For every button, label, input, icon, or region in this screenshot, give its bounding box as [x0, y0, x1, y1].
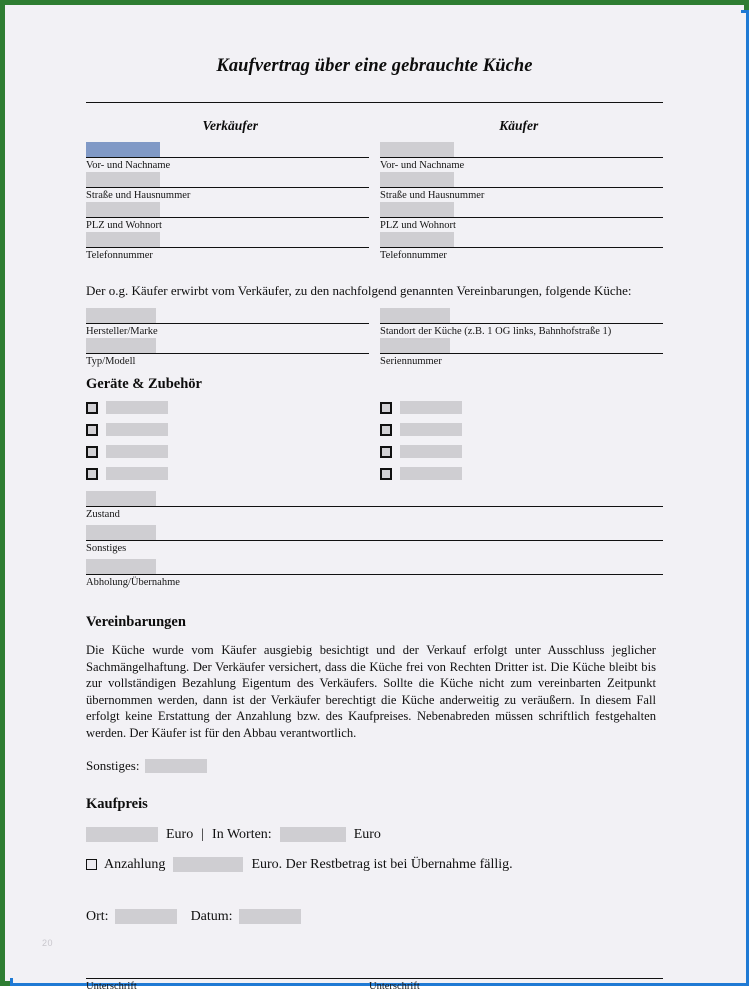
equipment-input[interactable]: [106, 445, 168, 458]
seller-name-label: Vor- und Nachname: [86, 160, 171, 171]
title-divider: [86, 102, 663, 103]
agreements-misc-label: Sonstiges:: [86, 757, 140, 773]
equipment-item[interactable]: [380, 443, 663, 460]
buyer-name-input[interactable]: [380, 142, 454, 157]
price-in-words-currency-label: Euro: [353, 826, 381, 842]
date-label: Datum:: [190, 908, 233, 924]
equipment-left-column: [86, 399, 369, 487]
price-in-words-label: In Worten:: [212, 826, 272, 842]
manufacturer-field[interactable]: [86, 308, 369, 338]
equipment-input[interactable]: [106, 423, 168, 436]
price-in-words-input[interactable]: [280, 827, 346, 842]
serial-input[interactable]: [380, 338, 450, 353]
checkbox-icon[interactable]: [380, 402, 392, 414]
signature-row: [86, 979, 663, 992]
checkbox-icon[interactable]: [380, 424, 392, 436]
seller-city-label: PLZ und Wohnort: [86, 220, 162, 231]
pickup-field[interactable]: [86, 559, 663, 589]
party-headings-row: [86, 118, 663, 134]
intro-paragraph: Der o.g. Käufer erwirbt vom Verkäufer, zu den nachfolgend genannten Vereinbarungen, folgende Küche:: [86, 283, 632, 298]
model-input[interactable]: [86, 338, 156, 353]
manufacturer-label: Hersteller/Marke: [86, 326, 158, 337]
checkbox-icon[interactable]: [86, 446, 98, 458]
checkbox-icon[interactable]: [86, 468, 98, 480]
price-currency-label: Euro: [166, 826, 194, 842]
seller-name-field[interactable]: [86, 142, 369, 172]
price-heading: Kaufpreis: [86, 795, 148, 812]
equipment-item[interactable]: [86, 399, 369, 416]
buyer-name-label: Vor- und Nachname: [380, 160, 465, 171]
equipment-item[interactable]: [380, 421, 663, 438]
seller-name-input[interactable]: [86, 142, 160, 157]
seller-city-input[interactable]: [86, 202, 160, 217]
kitchen-right-column: [380, 308, 663, 368]
equipment-item[interactable]: [86, 421, 369, 438]
misc-input[interactable]: [86, 525, 156, 540]
deposit-label: Anzahlung: [104, 856, 166, 872]
pickup-label: Abholung/Übernahme: [86, 577, 180, 588]
page-title: Kaufvertrag über eine gebrauchte Küche: [216, 56, 533, 76]
buyer-phone-input[interactable]: [380, 232, 454, 247]
seller-phone-input[interactable]: [86, 232, 160, 247]
equipment-right-column: [380, 399, 663, 487]
price-separator: |: [201, 826, 205, 842]
equipment-input[interactable]: [400, 401, 462, 414]
buyer-city-label: PLZ und Wohnort: [380, 220, 456, 231]
buyer-city-field[interactable]: [380, 202, 663, 232]
equipment-item[interactable]: [86, 465, 369, 482]
condition-label: Zustand: [86, 509, 120, 520]
checkbox-icon[interactable]: [86, 402, 98, 414]
misc-field[interactable]: [86, 525, 663, 555]
location-field[interactable]: [380, 308, 663, 338]
seller-street-input[interactable]: [86, 172, 160, 187]
agreements-body: Die Küche wurde vom Käufer ausgiebig besichtigt und der Verkauf erfolgt unter Ausschluss jeglicher Sachmängelhaftung. Der Verkäufer versichert, dass die Küche frei von Rechten Dritter ist. Die Küche bleibt bis zur vollständigen Bezahlung Eigentum des Verkäufers. Sollte die Küche nicht zum vereinbarten Zeitpunkt übernommen werden, dann ist der Verkäufer berechtigt die Küche anderweitig zu veräußern. In diesem Fall erfolgt keine Erstattung der Anzahlung bzw. des Kaufpreises. Nebenabreden müssen schriftlich festgehalten werden. Der Käufer ist für den Abbau verantwortlich.: [86, 643, 656, 740]
agreements-misc-row[interactable]: [86, 758, 663, 774]
document-content: [86, 8, 663, 992]
misc-label: Sonstiges: [86, 543, 127, 554]
checkbox-icon[interactable]: [86, 424, 98, 436]
equipment-input[interactable]: [106, 401, 168, 414]
place-date-row[interactable]: [86, 909, 663, 925]
equipment-heading: Geräte & Zubehör: [86, 376, 202, 392]
deposit-checkbox-icon[interactable]: [86, 859, 97, 870]
deposit-row[interactable]: [86, 857, 663, 873]
seller-city-field[interactable]: [86, 202, 369, 232]
place-input[interactable]: [115, 909, 177, 924]
buyer-street-field[interactable]: [380, 172, 663, 202]
signature-buyer-label: Unterschrift: [369, 980, 420, 992]
date-input[interactable]: [239, 909, 301, 924]
agreements-heading: Vereinbarungen: [86, 614, 186, 630]
seller-street-field[interactable]: [86, 172, 369, 202]
equipment-input[interactable]: [400, 445, 462, 458]
price-amount-row[interactable]: [86, 827, 663, 843]
buyer-phone-label: Telefonnummer: [380, 250, 447, 261]
serial-label: Seriennummer: [380, 356, 442, 367]
serial-field[interactable]: [380, 338, 663, 368]
seller-fields-column: [86, 142, 369, 262]
condition-field[interactable]: [86, 491, 663, 521]
seller-street-label: Straße und Hausnummer: [86, 190, 191, 201]
buyer-street-input[interactable]: [380, 172, 454, 187]
checkbox-icon[interactable]: [380, 468, 392, 480]
equipment-item[interactable]: [380, 399, 663, 416]
condition-input[interactable]: [86, 491, 156, 506]
seller-phone-field[interactable]: [86, 232, 369, 262]
seller-heading: Verkäufer: [202, 118, 258, 133]
deposit-suffix-text: Euro. Der Restbetrag ist bei Übernahme fällig.: [251, 856, 513, 872]
buyer-name-field[interactable]: [380, 142, 663, 172]
contract-page: [8, 8, 741, 992]
kitchen-fields-row: [86, 308, 663, 368]
buyer-phone-field[interactable]: [380, 232, 663, 262]
model-field[interactable]: [86, 338, 369, 368]
price-amount-input[interactable]: [86, 827, 158, 842]
deposit-input[interactable]: [173, 857, 243, 872]
checkbox-icon[interactable]: [380, 446, 392, 458]
equipment-input[interactable]: [400, 467, 462, 480]
buyer-heading: Käufer: [499, 118, 539, 133]
manufacturer-input[interactable]: [86, 308, 156, 323]
buyer-city-input[interactable]: [380, 202, 454, 217]
agreements-misc-input[interactable]: [145, 759, 207, 773]
buyer-street-label: Straße und Hausnummer: [380, 190, 485, 201]
model-label: Typ/Modell: [86, 356, 136, 367]
seller-phone-label: Telefonnummer: [86, 250, 153, 261]
equipment-checkbox-grid: [86, 399, 663, 487]
equipment-input[interactable]: [400, 423, 462, 436]
place-label: Ort:: [86, 908, 109, 924]
page-number: 20: [42, 938, 54, 948]
party-fields-row: [86, 142, 663, 262]
equipment-item[interactable]: [380, 465, 663, 482]
equipment-input[interactable]: [106, 467, 168, 480]
pickup-input[interactable]: [86, 559, 156, 574]
kitchen-left-column: [86, 308, 369, 368]
location-label: Standort der Küche (z.B. 1 OG links, Bahnhofstraße 1): [380, 326, 612, 337]
signature-seller-label: Unterschrift: [86, 980, 137, 992]
buyer-fields-column: [380, 142, 663, 262]
location-input[interactable]: [380, 308, 450, 323]
equipment-item[interactable]: [86, 443, 369, 460]
